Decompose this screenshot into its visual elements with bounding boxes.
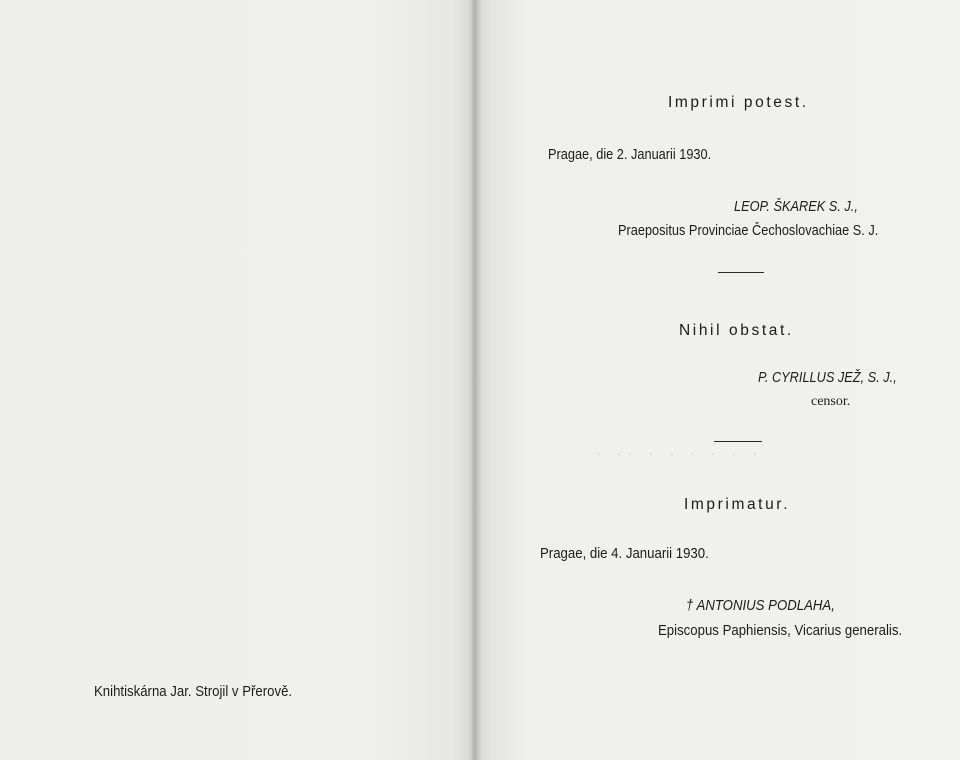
bleed-through-impression: · ·· · · · · · · [596, 447, 764, 463]
section-divider [714, 441, 762, 442]
provincial-place-date: Pragae, die 2. Januarii 1930. [548, 147, 712, 163]
provincial-signatory-name: LEOP. ŠKAREK S. J., [734, 199, 858, 215]
imprimatur-place-date: Pragae, die 4. Januarii 1930. [540, 545, 709, 562]
nihil-obstat-heading: Nihil obstat. [679, 322, 794, 339]
censor-signatory-title: censor. [811, 394, 851, 409]
left-page [0, 0, 472, 760]
imprimi-potest-heading: Imprimi potest. [668, 94, 809, 111]
book-gutter [468, 0, 482, 760]
imprimatur-signatory-name: † ANTONIUS PODLAHA, [686, 597, 835, 614]
provincial-signatory-title: Praepositus Provinciae Čechoslovachiae S. J. [618, 223, 879, 239]
printer-imprint: Knihtiskárna Jar. Strojil v Přerově. [94, 683, 293, 700]
censor-signatory-name: P. CYRILLUS JEŽ, S. J., [758, 370, 897, 386]
imprimatur-signatory-title: Episcopus Paphiensis, Vicarius generalis. [658, 622, 903, 639]
right-page [472, 0, 960, 760]
section-divider [718, 272, 764, 273]
imprimatur-heading: Imprimatur. [684, 496, 791, 513]
